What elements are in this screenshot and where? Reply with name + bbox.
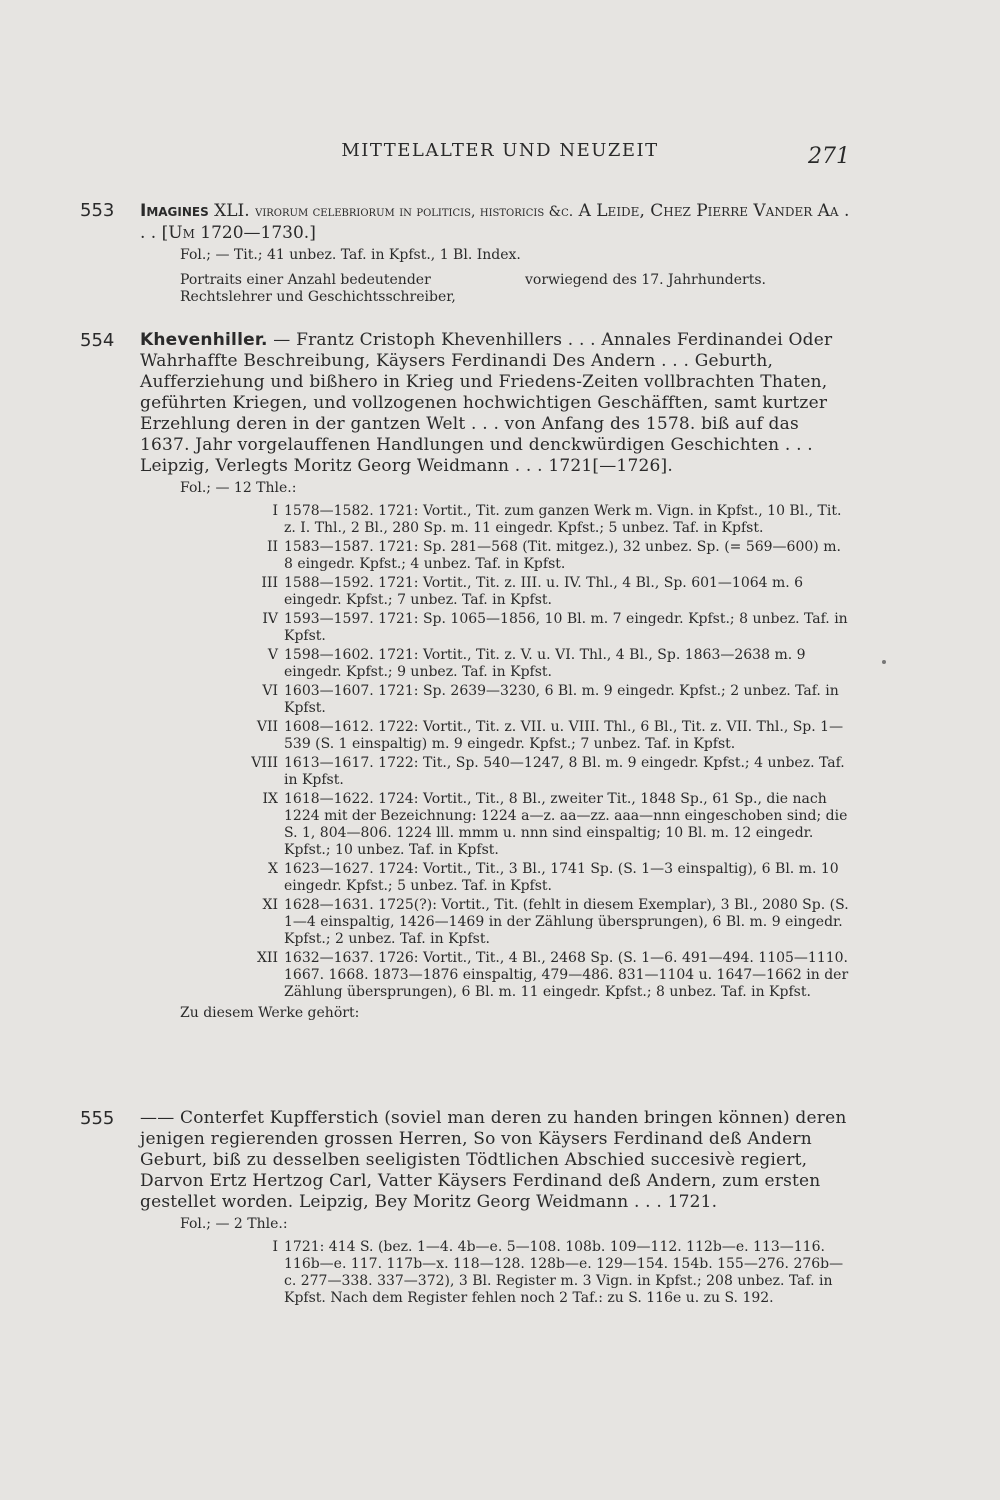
volume-text: 1721: 414 S. (bez. 1—4. 4b—e. 5—108. 108b. 109—112. 112b—e. 113—116. 116b—e. 117. 117b—x. 118—128. 128b—e. 129—154. 154b. 155—276. 276b—c. 277—338. 337—372), 3 Bl. Register m. 3 Vign. in Kpfst.; 208 unbez. Taf. in Kpfst. Nach dem Register fehlen noch 2 Taf.: zu S. 116e u. zu S. 192. [284,1239,844,1306]
entry-title-text: —— Conterfet Kupfferstich (soviel man deren zu handen bringen können) deren jenigen regierenden grossen Herren, So von Käysers Ferdinand deß Andern Geburt, biß zu desselben seeligisten Tödtlichen Abschied succesivè regiert, Darvon Ertz Hertzog Carl, Vatter Käysers Ferdinand deß Andern, zum ersten gestellet worden. Leipzig, Bey Moritz Georg Weidmann . . . 1721. [140,1108,847,1212]
volume-item [230,539,850,573]
entry-number: 555 [80,1108,115,1129]
volume-item [230,503,850,537]
volume-number: XI [262,897,278,913]
volume-item [230,1239,850,1307]
entry-note [180,272,850,306]
volume-item [230,861,850,895]
entry-collation: Fol.; — 12 Thle.: [180,480,297,496]
volume-item [230,755,850,789]
entry-title-rest: XLI. [208,201,256,221]
volume-text: 1608—1612. 1722: Vortit., Tit. z. VII. u. VIII. Thl., 6 Bl., Tit. z. VII. Thl., Sp. 1—539 (S. 1 einspaltig) m. 9 eingedr. Kpfst.; 7 unbez. Taf. in Kpfst. [284,719,844,752]
volume-item [230,683,850,717]
entry-title-place: A Leide, Chez Pierre Vander Aa . . . [Um 1720—1730.] [140,201,850,243]
entry-553 [80,200,850,306]
page-number: 271 [808,144,850,169]
volume-number: III [261,575,278,591]
entry-555 [80,1108,850,1307]
volume-list [230,503,850,1001]
entry-collation: Fol.; — Tit.; 41 unbez. Taf. in Kpfst., 1 Bl. Index. [180,247,521,263]
volume-text: 1628—1631. 1725(?): Vortit., Tit. (fehlt in diesem Exemplar), 3 Bl., 2080 Sp. (S. 1—4 einspaltig, 1426—1469 in der Zählung übersprungen), 6 Bl. m. 9 eingedr. Kpfst.; 2 unbez. Taf. in Kpfst. [284,897,849,947]
volume-text: 1613—1617. 1722: Tit., Sp. 540—1247, 8 Bl. m. 9 eingedr. Kpfst.; 4 unbez. Taf. in Kpfst. [284,755,845,788]
entry-number: 553 [80,200,115,221]
volume-text: 1618—1622. 1724: Vortit., Tit., 8 Bl., zweiter Tit., 1848 Sp., 61 Sp., die nach 1224 mit der Bezeichnung: 1224 a—z. aa—zz. aaa—nnn eingeschoben sind; die S. 1, 804—806. 1224 lll. mmm u. nnn sind einspaltig; 10 Bl. m. 12 eingedr. Kpfst.; 10 unbez. Taf. in Kpfst. [284,791,848,858]
volume-text: 1583—1587. 1721: Sp. 281—568 (Tit. mitgez.), 32 unbez. Sp. (= 569—600) m. 8 eingedr. Kpfst.; 4 unbez. Taf. in Kpfst. [284,539,841,572]
volume-number: XII [256,950,278,966]
volume-number: IV [262,611,278,627]
volume-item [230,647,850,681]
volume-text: 1578—1582. 1721: Vortit., Tit. zum ganzen Werk m. Vign. in Kpfst., 10 Bl., Tit. z. I. Thl., 2 Bl., 280 Sp. m. 11 eingedr. Kpfst.; 5 unbez. Taf. in Kpfst. [284,503,842,536]
entry-note-right: vorwiegend des 17. Jahrhunderts. [525,272,766,288]
entry-554 [80,330,850,1021]
volume-number: V [267,647,278,663]
volume-item [230,791,850,859]
entry-number: 554 [80,330,115,351]
entry-title-text: — Frantz Cristoph Khevenhillers . . . Annales Ferdinandei Oder Wahrhaffte Beschreibung, Käysers Ferdinandi Des Andern . . . Geburth, Aufferziehung und bißhero in Krieg und Friedens-Zeiten vollbrachten Thaten, geführten Kriegen, und vollzogenen hochwichtigen Geschäfften, samt kurtzer Erzehlung deren in der gantzen Welt . . . von Anfang des 1578. biß auf das 1637. Jahr vorgelauffenen Handlungen und denckwürdigen Geschichten . . . Leipzig, Verlegts Moritz Georg Weidmann . . . 1721[—1726]. [140,330,833,476]
volume-text: 1623—1627. 1724: Vortit., Tit., 3 Bl., 1741 Sp. (S. 1—3 einspaltig), 6 Bl. m. 10 eingedr. Kpfst.; 5 unbez. Taf. in Kpfst. [284,861,839,894]
entry-title [140,200,850,244]
volume-number: VIII [251,755,278,771]
volume-number: X [268,861,278,877]
volume-text: 1632—1637. 1726: Vortit., Tit., 4 Bl., 2468 Sp. (S. 1—6. 491—494. 1105—1110. 1667. 1668. 1873—1876 einspaltig, 479—486. 831—1104 u. 1647—1662 in der Zählung übersprungen), 6 Bl. m. 11 eingedr. Kpfst.; 8 unbez. Taf. in Kpfst. [284,950,849,1000]
entry-title-sc: virorum celebriorum in politicis, historicis &c. [255,204,574,220]
volume-list [230,1239,850,1307]
volume-text: 1598—1602. 1721: Vortit., Tit. z. V. u. VI. Thl., 4 Bl., Sp. 1863—2638 m. 9 eingedr. Kpfst.; 9 unbez. Taf. in Kpfst. [284,647,806,680]
entry-title [140,330,850,477]
entry-collation: Fol.; — 2 Thle.: [180,1216,288,1232]
margin-speck [882,660,886,664]
volume-number: VI [262,683,278,699]
related-note: Zu diesem Werke gehört: [180,1005,360,1021]
volume-number: I [272,503,278,519]
volume-item [230,575,850,609]
volume-number: VII [256,719,278,735]
volume-number: II [266,539,278,555]
running-header: MITTELALTER UND NEUZEIT [341,140,659,161]
volume-number: I [272,1239,278,1255]
volume-item [230,611,850,645]
volume-item [230,897,850,948]
entry-title-bold: Imagines [140,201,209,221]
entry-title-bold: Khevenhiller. [140,330,268,350]
volume-number: IX [262,791,278,807]
volume-text: 1603—1607. 1721: Sp. 2639—3230, 6 Bl. m. 9 eingedr. Kpfst.; 2 unbez. Taf. in Kpfst. [284,683,839,716]
volume-text: 1593—1597. 1721: Sp. 1065—1856, 10 Bl. m. 7 eingedr. Kpfst.; 8 unbez. Taf. in Kpfst. [284,611,848,644]
entry-note-left: Portraits einer Anzahl bedeutender Rechtslehrer und Geschichtsschreiber, [180,272,456,305]
volume-item [230,719,850,753]
volume-item [230,950,850,1001]
volume-text: 1588—1592. 1721: Vortit., Tit. z. III. u. IV. Thl., 4 Bl., Sp. 601—1064 m. 6 eingedr. Kpfst.; 7 unbez. Taf. in Kpfst. [284,575,804,608]
